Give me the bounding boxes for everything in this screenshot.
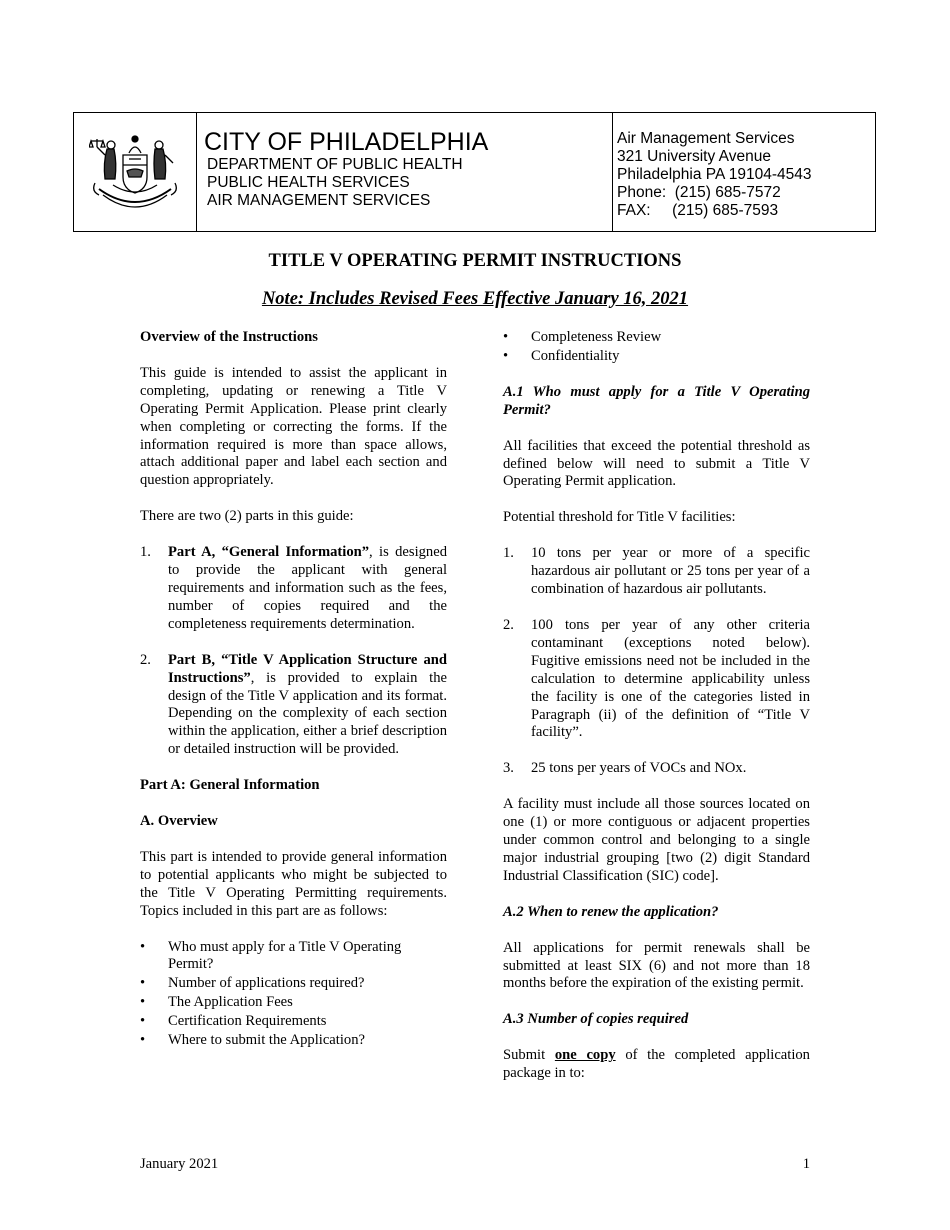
division-line: PUBLIC HEALTH SERVICES: [207, 174, 410, 191]
letterhead: [73, 112, 876, 232]
contact-phone: Phone: (215) 685-7572: [617, 184, 781, 201]
list-item: [503, 329, 810, 347]
contact-org: Air Management Services: [617, 130, 795, 147]
part-description: , is provided to explain the design of the Title V application and its format. Depending on the complexity of each section within the application, either a brief description or detailed instruction will be provided.: [168, 669, 447, 758]
a3-heading: A.3 Number of copies required: [503, 1011, 689, 1028]
bullet-icon: •: [140, 1032, 146, 1049]
revision-note: Note: Includes Revised Fees Effective January 16, 2021: [261, 289, 689, 309]
left-column: [140, 329, 447, 1068]
threshold-intro: Potential threshold for Title V facilities:: [503, 509, 736, 526]
threshold-list: [503, 545, 810, 778]
a3-text-post: of the completed application package in to:: [503, 1047, 810, 1082]
topic-text: Confidentiality: [531, 347, 620, 364]
list-item: [140, 975, 447, 993]
a3-text-pre: Submit: [503, 1047, 555, 1064]
bullet-icon: •: [140, 975, 146, 992]
right-column: [503, 329, 810, 1101]
overview-paragraph: This guide is intended to assist the applicant in completing, updating or renewing a Title V Operating Permit Application. Please print clearly when completing or correcting the forms. If the information required is more than space allows, attach additional paper and label each section and question appropriately.: [140, 364, 447, 489]
page-number: 1: [802, 1156, 810, 1172]
threshold-text: 25 tons per years of VOCs and NOx.: [531, 760, 747, 777]
document-title: TITLE V OPERATING PERMIT INSTRUCTIONS: [268, 251, 682, 271]
part-description: , is designed to provide the applicant with general requirements and information such as the fees, number of copies required and the completeness requirements determination.: [168, 544, 448, 632]
list-item: [140, 652, 447, 759]
footer-date: January 2021: [140, 1156, 219, 1172]
contact-city: Philadelphia PA 19104-4543: [617, 166, 812, 183]
a1-paragraph: All facilities that exceed the potential threshold as defined below will need to submit a Title V Operating Permit application.: [503, 437, 810, 490]
part-a-heading: Part A: General Information: [140, 777, 320, 794]
topic-text: Where to submit the Application?: [168, 1032, 365, 1049]
part-name: Part A, “General Information”: [168, 544, 370, 561]
bullet-icon: •: [503, 329, 509, 345]
list-item: [503, 348, 810, 366]
topics-list: [140, 939, 447, 1050]
topic-text: Completeness Review: [531, 329, 662, 345]
bullet-icon: •: [140, 1013, 146, 1030]
threshold-text: 100 tons per year of any other criteria contaminant (exceptions noted below). Fugitive emissions need not be included in the calculation to determine applicability unless the facility is one of the categories listed in Paragraph (ii) of the definition of “Title V facility”.: [531, 616, 810, 741]
list-number: 2.: [140, 651, 151, 668]
a2-heading: A.2 When to renew the application?: [503, 903, 719, 920]
bullet-icon: •: [140, 938, 146, 955]
a-overview-heading: A. Overview: [140, 813, 218, 830]
list-item: [140, 939, 447, 975]
a1-heading: A.1 Who must apply for a Title V Operating Permit?: [503, 383, 810, 418]
a-overview-paragraph: This part is intended to provide general information to potential applicants who might be subjected to the Title V Operating Permitting requirements. Topics included in this part are as follows:: [140, 848, 447, 919]
service-line: AIR MANAGEMENT SERVICES: [207, 192, 431, 209]
city-name: CITY OF PHILADELPHIA: [204, 128, 489, 156]
list-item: [140, 994, 447, 1012]
topic-text: Certification Requirements: [168, 1013, 327, 1030]
parts-intro: There are two (2) parts in this guide:: [140, 508, 354, 525]
topic-text: Number of applications required?: [168, 975, 365, 992]
facility-paragraph: A facility must include all those sources located on one (1) or more contiguous or adjacent properties under common control and belonging to a single major industrial grouping [two (2) digit Standard Industrial Classification (SIC) code].: [503, 796, 810, 884]
contact-block: [613, 113, 875, 231]
bullet-icon: •: [503, 347, 509, 364]
contact-fax: FAX: (215) 685-7593: [617, 202, 779, 219]
list-item: [503, 545, 810, 599]
list-item: [503, 617, 810, 742]
seal-cell: [74, 113, 197, 231]
threshold-text: 10 tons per year or more of a specific hazardous air pollutant or 25 tons per year of a combination of hazardous air pollutants.: [531, 545, 810, 598]
list-number: 3.: [503, 760, 514, 777]
list-item: [140, 1013, 447, 1031]
topic-text: Who must apply for a Title V Operating Permit?: [168, 938, 402, 973]
list-item: [140, 544, 447, 634]
list-number: 1.: [140, 544, 151, 561]
list-number: 1.: [503, 545, 514, 562]
department-line: DEPARTMENT OF PUBLIC HEALTH: [207, 156, 463, 173]
topics-list-continued: [503, 329, 810, 366]
contact-street: 321 University Avenue: [617, 148, 771, 165]
list-item: [503, 760, 810, 778]
topic-text: The Application Fees: [168, 994, 293, 1011]
parts-list: [140, 544, 447, 759]
part-name: Part B, “Title V Application Structure and Instructions”: [168, 651, 447, 686]
a3-emphasis: one copy: [554, 1047, 616, 1064]
a3-paragraph: [503, 1047, 810, 1083]
bullet-icon: •: [140, 994, 146, 1011]
overview-heading: Overview of the Instructions: [140, 329, 318, 345]
list-number: 2.: [503, 616, 514, 633]
list-item: [140, 1032, 447, 1050]
a2-paragraph: All applications for permit renewals shall be submitted at least SIX (6) and not more than 18 months before the expiration of the existing permit.: [503, 939, 810, 992]
city-seal-icon: [89, 129, 181, 215]
agency-title-block: [197, 113, 613, 231]
